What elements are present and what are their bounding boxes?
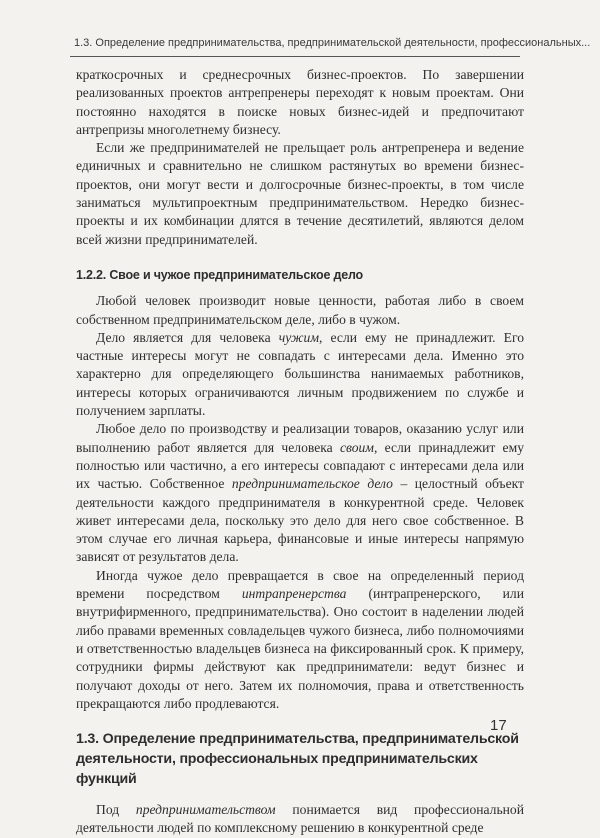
paragraph-intrapreneurship: Иногда чужое дело превращается в свое на определенный период времени посредством интрапренерства (интрапренерского, или внутрифирменного, предпринимательства). Оно состоит в наделении людей либо правами временных совладельцев чужого бизнеса, либо полномочиями и ответственностью владельцев бизнеса на фиксированный срок. К примеру, сотрудники фирмы действуют как предприниматели: ведут бизнес и получают доходы от него. Затем их полномочия, права и ответственность прекращаются либо продлеваются.	[76, 567, 524, 711]
term-entrepreneurial-business: предпринимательское дело	[231, 476, 393, 492]
section-heading: 1.3. Определение предпринимательства, предпринимательской деятельности, профессиональных предпринимательских функций	[76, 731, 519, 788]
term-foreign: чужим	[278, 329, 320, 345]
term-own: своим	[339, 439, 374, 455]
paragraph-definition: Под предпринимательством понимается вид профессиональной деятельности людей по комплексному решению в конкурентной среде	[76, 802, 524, 836]
term-entrepreneurship: предпринимательством	[135, 802, 276, 818]
paragraph-own-business: Любое дело по производству и реализации товаров, оказанию услуг или выполнению работ является для человека своим, если принадлежит ему полностью или частично, а его интересы совпадают с интересами дела или их частью. Собственное предпринимательское дело – целостный объект деятельности каждого предпринимателя в конкурентной среде. Человек живет интересами дела, поскольку это дело для него свое собственное. В этом случае его личная карьера, финансовые и иные интересы напрямую зависят от результатов дела.	[76, 421, 524, 565]
paragraph-value-creation: Любой человек производит новые ценности, работая либо в своем собственном предпринимательском деле, либо в чужом.	[76, 293, 524, 327]
paragraph-continuation: краткосрочных и среднесрочных бизнес-проектов. По завершении реализованных проектов антрепренеры переходят к новым проектам. Они постоянно находятся в поиске новых бизнес-идей и предпочитают антрепризы многолетнему бизнесу.	[76, 67, 524, 137]
paragraph-foreign-business: Дело является для человека чужим, если ему не принадлежит. Его частные интересы могут не совпадать с интересами дела. Именно это характерно для определяющего большинства нанимаемых работников, интересы которых ограничиваются личным продвижением по службе и получением зарплаты.	[76, 329, 524, 419]
running-header: 1.3. Определение предпринимательства, предпринимательской деятельности, профессиональных...	[74, 37, 591, 49]
term-intrapreneurship: интрапренерства	[241, 586, 347, 602]
paragraph-mixed-projects: Если же предпринимателей не прельщает роль антрепренера и ведение единичных и сравнительно не слишком растянутых во времени бизнес-проектов, они могут вести и долгосрочные бизнес-проекты, в том числе заниматься мультипроектным предпринимательством. Нередко бизнес-проекты и их комбинации длятся в течение десятилетий, являются делом всей жизни предпринимателей.	[76, 140, 524, 247]
header-rule	[70, 56, 520, 57]
page-body	[76, 66, 524, 838]
page-number: 17	[490, 717, 507, 734]
subsection-heading: 1.2.2. Свое и чужое предпринимательское дело	[76, 267, 363, 282]
